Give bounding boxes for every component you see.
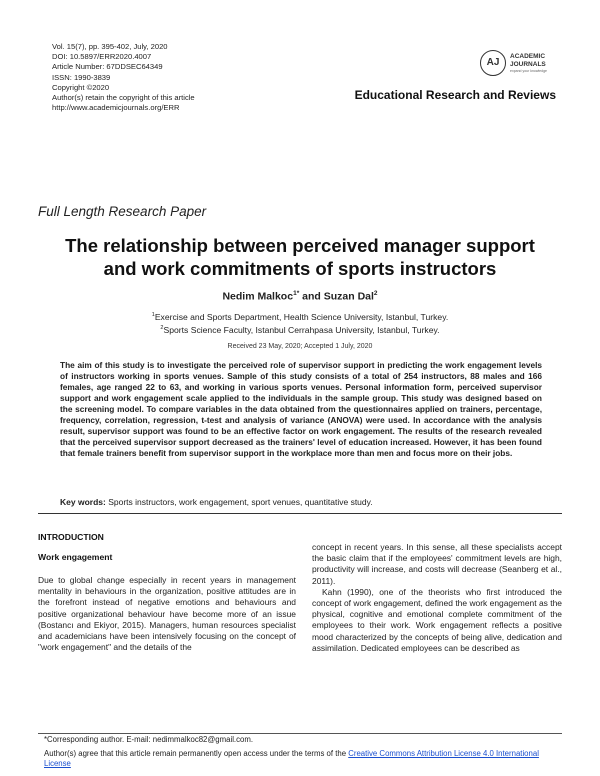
meta-line: Vol. 15(7), pp. 395-402, July, 2020 [52, 42, 168, 51]
article-metadata [52, 42, 195, 113]
received-dates: Received 23 May, 2020; Accepted 1 July, 2020 [227, 343, 373, 350]
affiliations [0, 310, 600, 337]
author-affil-sup: 1* [293, 290, 300, 297]
license-text: Author(s) agree that this article remain permanently open access under the terms of the [44, 748, 349, 758]
title-line: and work commitments of sports instructors [103, 258, 497, 279]
meta-line: Article Number: 67DDSEC64349 [52, 62, 163, 72]
logo-tagline: expand your knowledge [510, 69, 547, 73]
subsection-heading: Work engagement [38, 552, 113, 562]
publisher-logo [480, 50, 560, 80]
keywords-list: Sports instructors, work engagement, sport venues, quantitative study. [105, 497, 373, 507]
logo-line2: JOURNALS [510, 60, 546, 68]
meta-line: Copyright ©2020 [52, 82, 110, 92]
journal-name: Educational Research and Reviews [354, 88, 556, 102]
body-column-right [312, 542, 562, 654]
logo-line1: ACADEMIC [510, 53, 546, 60]
body-paragraph: concept in recent years. In this sense, all these specialists accept the basic claim that if the employees' commitment levels are high, productivity will increase, and costs will decrease (Seanberg et al., 2011). [312, 542, 562, 586]
body-column-left [38, 575, 296, 653]
affiliation-line: $^1$Exercise and Sports Department, Health Science University, Istanbul, Turkey. [151, 311, 449, 322]
author-affil-sup: 2 [373, 290, 378, 297]
footnote-divider [38, 733, 562, 734]
license-link[interactable]: Creative Commons Attribution License 4.0 International License [44, 748, 539, 768]
affiliation-line: $^2$Sports Science Faculty, Istanbul Cerrahpasa University, Istanbul, Turkey. [160, 325, 440, 336]
author-conjunction: and [299, 290, 324, 303]
aj-logo-icon: AJ [480, 50, 506, 76]
logo-wordmark [510, 53, 546, 68]
meta-line: ISSN: 1990-3839 [52, 72, 111, 82]
body-paragraph: Due to global change especially in recent years in management mentality in behaviours in the organization, positive attitudes are in the forefront instead of negative emotions and behaviours and positive organizational behaviour have become more of an issue (Bostancı and Ekiyor, 2015). Managers, human resources specialist and academicians have been intensively focusing on the concept of "work engagement" and the details of the [38, 575, 296, 653]
license-note [44, 749, 562, 770]
keywords-label: Key words: [60, 497, 106, 507]
meta-line: Author(s) retain the copyright of this article [52, 93, 195, 103]
author-list [0, 290, 600, 303]
paper-type: Full Length Research Paper [38, 204, 207, 219]
section-heading: INTRODUCTION [38, 532, 104, 542]
body-paragraph: Kahn (1990), one of the theorists who first introduced the concept of work engagement, defined the work engagement as the physical, cognitive and emotional complete commitment of the employees to their work. Work engagement reflects a positive mood characterized by the concepts of being alive, dedication and assimilation. Dedicated employees can be described as [312, 586, 562, 653]
section-divider [38, 513, 562, 514]
title-line: The relationship between perceived manager support [65, 235, 535, 256]
footnote-block [44, 735, 562, 770]
abstract: The aim of this study is to investigate the perceived role of supervisor support in predicting the work engagement levels of instructors working in sports venues. Sample of this study consists of a total of 254 instructors, 88 males and 166 females, age ranged 22 to 63, and working in various sports venues. Personal information form, perceived supervisor support and work engagement scale applied to the individuals in the sample group. This study was designed based on the screening model. To compare variables in the data obtained from the questionnaires applied on trainers, percentage, frequency, correlation, regression, t-test and analysis of variance (ANOVA) were used. In accordance with the analysis result, supervisor support was found to be an effective factor on work engagement. The results of the research revealed that the perceived supervisor support decreased as the trainers' level of education increased. However, it has been found that female trainers benefit from supervisor support in the workplace more than men and focus more on their jobs. [60, 360, 542, 458]
paper-title [40, 234, 560, 280]
author-name: Nedim Malkoc [222, 290, 294, 303]
corresponding-author-note: *Corresponding author. E-mail: nedimmalkoc82@gmail.com. [44, 735, 253, 744]
keywords [60, 497, 542, 507]
author-name: Suzan Dal [323, 290, 374, 303]
meta-line: http://www.academicjournals.org/ERR [52, 103, 180, 113]
meta-line: DOI: 10.5897/ERR2020.4007 [52, 52, 152, 62]
